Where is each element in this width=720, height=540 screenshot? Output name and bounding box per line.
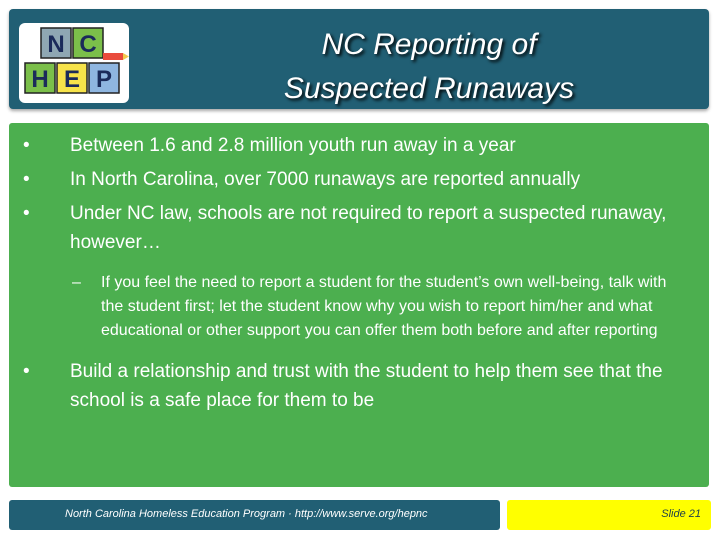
logo-tile-c <box>73 28 103 58</box>
bullet-dot-icon: • <box>23 169 30 190</box>
logo-tile-e <box>57 63 87 93</box>
logo-letter-h: H <box>31 66 49 93</box>
nchep-logo <box>19 23 129 103</box>
header-bar <box>9 9 709 109</box>
bullet-text: Between 1.6 and 2.8 million youth run away in a year <box>70 135 516 156</box>
bullet-item <box>9 165 709 194</box>
logo-tile-p <box>89 63 119 93</box>
footer-program-text: North Carolina Homeless Education Program · http://www.serve.org/hepnc <box>65 508 428 520</box>
title-line-2: Suspected Runaways <box>283 72 575 105</box>
bullet-list <box>9 131 709 420</box>
bullet-text: Build a relationship and trust with the student to help them see that the school is a safe place for them to be <box>70 361 663 411</box>
footer-slide-bar <box>507 500 711 530</box>
bullet-dot-icon: • <box>23 135 30 156</box>
logo-letter-n: N <box>47 31 65 58</box>
bullet-text: Under NC law, schools are not required to report a suspected runaway, however… <box>70 203 667 253</box>
bullet-text: In North Carolina, over 7000 runaways are reported annually <box>70 169 581 190</box>
logo-tile-h <box>25 63 55 93</box>
logo-letter-p: P <box>95 66 113 93</box>
sub-bullet-item <box>9 271 709 343</box>
logo-letter-e: E <box>63 66 81 93</box>
bullet-dot-icon: • <box>23 203 30 224</box>
content-panel <box>9 123 709 487</box>
title-line-1: NC Reporting of <box>321 28 537 61</box>
logo-tile-n <box>41 28 71 58</box>
slide-number: Slide 21 <box>661 508 701 520</box>
logo-letter-c: C <box>79 31 97 58</box>
sub-bullet-text: If you feel the need to report a student for the student’s own well-being, talk with the student first; let the student know why you wish to report him/her and what educational or other support you can offer them both before and after reporting <box>101 274 667 339</box>
bullet-item <box>9 199 709 257</box>
footer-program-bar <box>9 500 500 530</box>
bullet-item <box>9 357 709 415</box>
bullet-item <box>9 131 709 160</box>
dash-icon: – <box>72 274 81 291</box>
slide-title <box>189 23 669 111</box>
bullet-dot-icon: • <box>23 361 30 382</box>
